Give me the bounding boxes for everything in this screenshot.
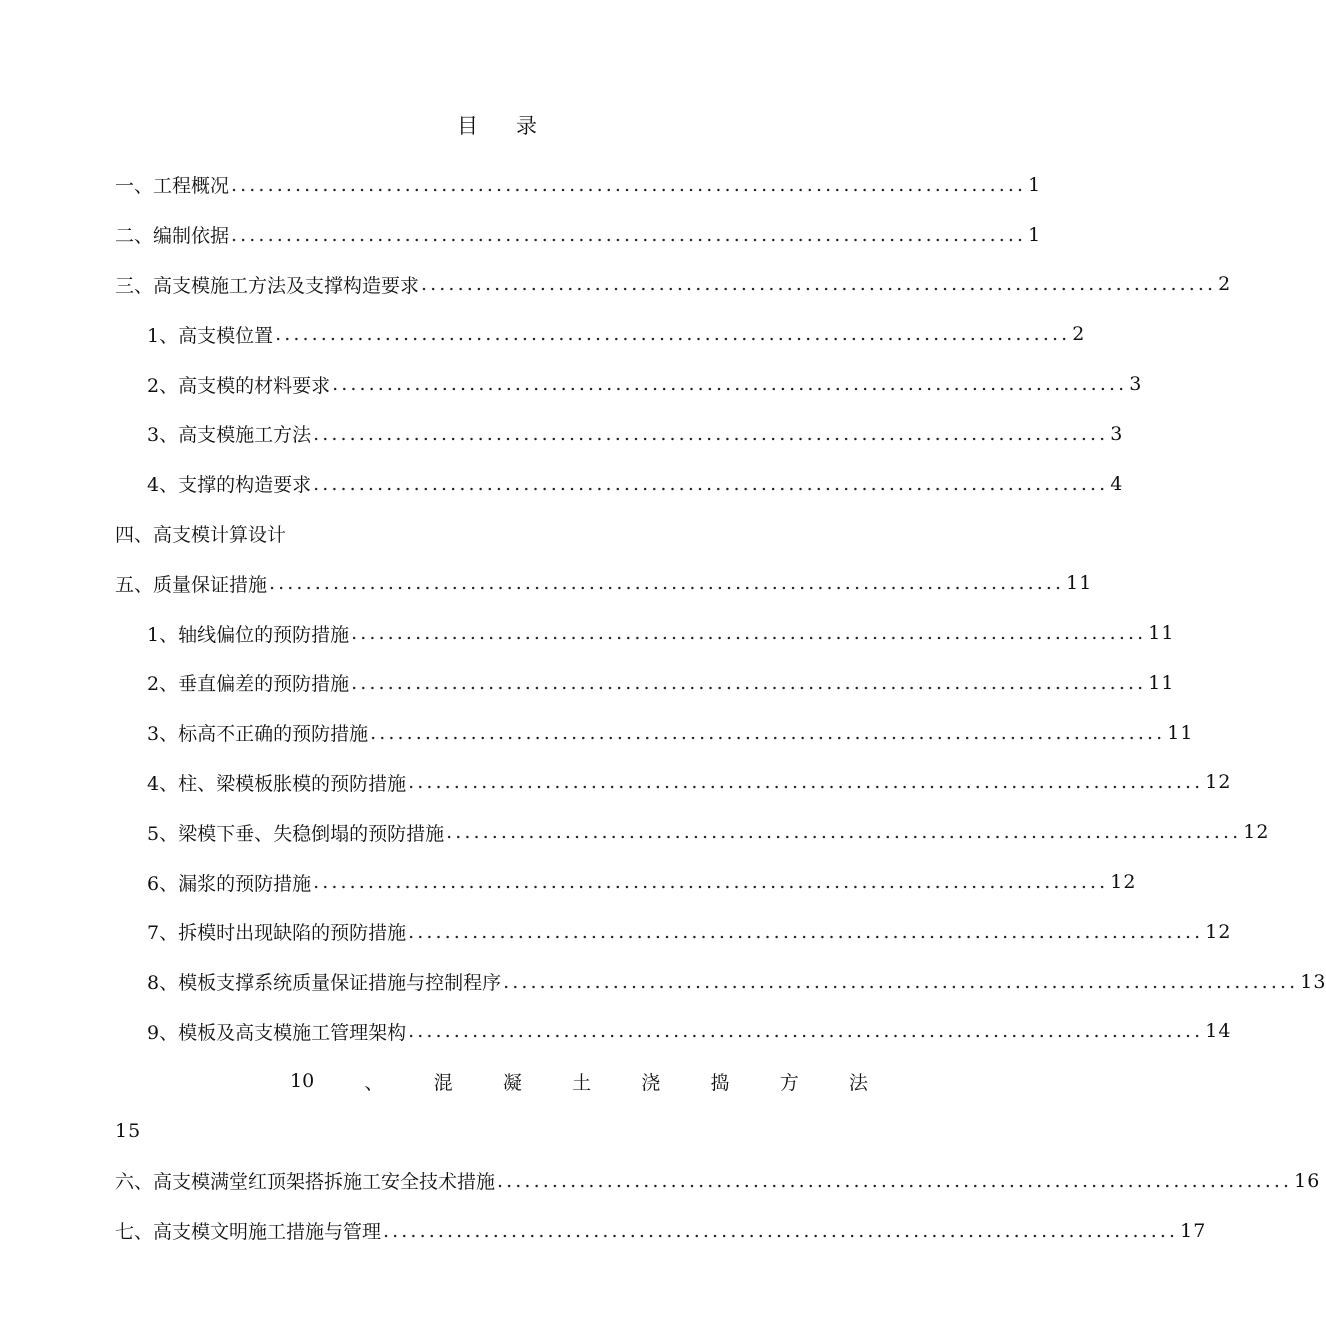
toc-entry[interactable] [115,260,1232,310]
toc-entry-label: 一、工程概况 [115,175,230,198]
toc-page-number: 17 [1180,1219,1207,1242]
toc-entry-label: 4、柱、梁模板胀模的预防措施 [147,772,407,795]
toc-entry[interactable] [115,658,1175,708]
spread-token: 方 [779,1071,799,1094]
toc-dot-leader: ....................................................................................... [351,671,1147,694]
toc-dot-leader: ....................................................................................... [408,920,1204,943]
toc-entry[interactable] [115,1206,1207,1256]
toc-entry-label: 六、高支模满堂红顶架搭拆施工安全技术措施 [115,1171,496,1194]
toc-entry-label: 5、梁模下垂、失稳倒塌的预防措施 [147,822,445,845]
toc-dot-leader: ....................................................................................... [383,1219,1179,1242]
toc-dot-leader: ....................................................................................... [269,572,1065,595]
toc-title [22,112,972,140]
toc-page-number: 16 [1294,1169,1321,1192]
toc-entry-label: 2、高支模的材料要求 [147,374,331,397]
toc-entry[interactable] [115,459,1124,509]
toc-dot-leader: ....................................................................................... [332,373,1128,396]
toc-entry-label: 6、漏浆的预防措施 [147,872,312,895]
toc-page-number: 12 [1110,871,1137,894]
spread-token: 、 [364,1071,384,1094]
toc-page-number: 4 [1110,472,1124,495]
toc-entry-label: 二、编制依据 [115,225,230,248]
toc-page-number: 1 [1028,223,1042,246]
toc-entry-wrapped-page [115,1106,868,1156]
toc-dot-leader: ....................................................................................... [408,1020,1204,1043]
toc-page-number: 12 [1205,920,1232,943]
spread-token: 土 [572,1071,592,1094]
toc-entry[interactable] [115,558,1093,608]
toc-page-number: 2 [1218,273,1232,296]
toc-page-number: 11 [1148,671,1175,694]
toc-entry[interactable] [115,608,1175,658]
toc-page-number: 15 [115,1120,142,1143]
toc-dot-leader: ....................................................................................... [408,771,1204,794]
toc-entry-label: 1、轴线偏位的预防措施 [147,623,350,646]
toc-dot-leader: ....................................................................................... [370,721,1166,744]
toc-entry[interactable] [115,907,1232,957]
toc-entry[interactable] [115,708,1194,758]
spread-token: 法 [848,1071,868,1094]
toc-dot-leader: ....................................................................................... [446,821,1242,844]
toc-entry-label: 3、高支模施工方法 [147,424,312,447]
toc-entry[interactable] [115,309,1086,359]
toc-entry[interactable] [115,210,1042,260]
toc-entry[interactable] [115,957,1326,1007]
toc-entry-label: 四、高支模计算设计 [115,523,287,546]
toc-page-number: 11 [1148,622,1175,645]
toc-entry[interactable] [115,1156,1321,1206]
spread-token: 捣 [710,1071,730,1094]
toc-entry[interactable] [115,857,1137,907]
toc-page-number: 11 [1066,572,1093,595]
toc-entry[interactable] [115,409,1124,459]
toc-page-number: 12 [1243,821,1270,844]
toc-page-number: 12 [1205,771,1232,794]
toc-dot-leader: ....................................................................................... [421,273,1217,296]
toc-entry-label: 七、高支模文明施工措施与管理 [115,1221,382,1244]
toc-entry-label: 7、拆模时出现缺陷的预防措施 [147,922,407,945]
toc-entry-label: 1、高支模位置 [147,324,274,347]
toc-dot-leader: ....................................................................................... [275,323,1071,346]
toc-entry[interactable] [115,160,1042,210]
toc-page-number: 1 [1028,173,1042,196]
toc-dot-leader: ....................................................................................... [497,1169,1293,1192]
toc-entry-label: 三、高支模施工方法及支撑构造要求 [115,274,420,297]
table-of-contents [115,160,1326,1256]
toc-page-number: 3 [1129,373,1143,396]
toc-dot-leader: ....................................................................................... [231,173,1027,196]
toc-entry-label: 五、质量保证措施 [115,573,268,596]
toc-entry[interactable] [115,359,1143,409]
toc-entry[interactable] [115,1007,1232,1057]
toc-title-char-1: 目 [457,114,478,138]
toc-page-number: 13 [1300,970,1326,993]
toc-page-number: 11 [1167,721,1194,744]
spread-token: 10 [290,1070,315,1093]
toc-page-number: 2 [1072,323,1086,346]
spread-token: 浇 [641,1071,661,1094]
toc-dot-leader: ....................................................................................... [351,622,1147,645]
toc-page-number: 3 [1110,422,1124,445]
toc-dot-leader: ....................................................................................... [503,970,1299,993]
toc-entry-spread[interactable] [115,1056,868,1106]
toc-dot-leader: ....................................................................................... [313,871,1109,894]
toc-title-char-2: 录 [516,114,537,138]
toc-entry-label: 8、模板支撑系统质量保证措施与控制程序 [147,972,502,995]
toc-entry-label: 9、模板及高支模施工管理架构 [147,1021,407,1044]
toc-entry-label: 3、标高不正确的预防措施 [147,723,369,746]
toc-entry-label: 2、垂直偏差的预防措施 [147,673,350,696]
toc-dot-leader: ....................................................................................... [231,223,1027,246]
spread-token: 凝 [502,1071,522,1094]
toc-page-number: 14 [1205,1020,1232,1043]
toc-entry[interactable] [115,509,868,559]
spread-token: 混 [433,1071,453,1094]
toc-entry-label: 4、支撑的构造要求 [147,474,312,497]
toc-entry[interactable] [115,807,1270,857]
toc-dot-leader: ....................................................................................... [313,422,1109,445]
toc-dot-leader: ....................................................................................... [313,472,1109,495]
toc-entry[interactable] [115,758,1232,808]
